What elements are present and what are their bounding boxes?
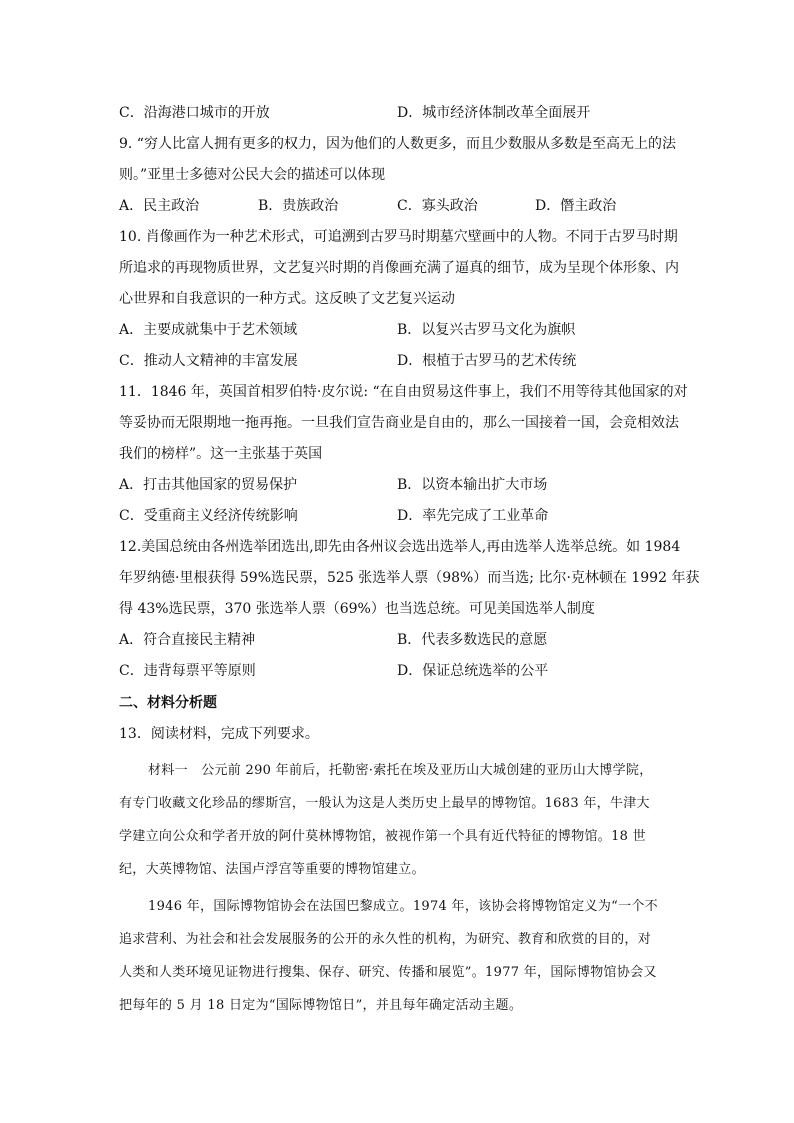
q12-option-a: A．符合直接民主精神 xyxy=(119,632,256,648)
q11-stem-line-2: 等妥协而无限期地一拖再拖。一旦我们宣告商业是自由的，那么一国接着一国，会竞相效法 xyxy=(119,415,679,431)
q10-option-a: A．主要成就集中于艺术领域 xyxy=(119,322,298,338)
q11-stem-line-1: 11．1846 年，英国首相罗伯特·皮尔说: “在自由贸易这件事上，我们不用等待其他国家的对 xyxy=(119,384,688,400)
q9-option-c: C．寡头政治 xyxy=(397,198,478,214)
q9-option-b: B．贵族政治 xyxy=(258,198,339,214)
q10-stem-line-1: 10. 肖像画作为一种艺术形式，可追溯到古罗马时期墓穴壁画中的人物。不同于古罗马时期 xyxy=(119,229,678,245)
q13-material-1-line-1: 材料一 公元前 290 年前后，托勒密·索托在埃及亚历山大城创建的亚历山大博学院， xyxy=(148,763,653,778)
q13-material-2-line-2: 追求营利、为社会和社会发展服务的公开的永久性的机构，为研究、教育和欣赏的目的，对 xyxy=(119,932,652,947)
q10-stem-line-3: 心世界和自我意识的一种方式。这反映了文艺复兴运动 xyxy=(119,291,455,307)
q12-option-d: D．保证总统选举的公平 xyxy=(397,663,549,679)
q11-option-b: B．以资本输出扩大市场 xyxy=(397,477,548,493)
q12-option-b: B．代表多数选民的意愿 xyxy=(397,632,548,648)
q13-material-2-line-4: 把每年的 5 月 18 日定为“国际博物馆日”，并且每年确定活动主题。 xyxy=(119,998,523,1013)
q8-option-c: C．沿海港口城市的开放 xyxy=(119,105,270,121)
q13-material-1-line-4: 纪，大英博物馆、法国卢浮宫等重要的博物馆建立。 xyxy=(119,862,425,877)
q11-option-a: A．打击其他国家的贸易保护 xyxy=(119,477,298,493)
q12-stem-line-3: 得 43%选民票，370 张选举人票（69%）也当选总统。可见美国选举人制度 xyxy=(119,601,595,617)
q13-material-2-line-3: 人类和人类环境见证物进行搜集、保存、研究、传播和展览”。1977 年，国际博物馆协会又 xyxy=(119,965,657,980)
q10-option-d: D．根植于古罗马的艺术传统 xyxy=(397,353,577,369)
q10-option-c: C．推动人文精神的丰富发展 xyxy=(119,353,298,369)
q9-option-a: A．民主政治 xyxy=(119,198,200,214)
q13-material-1-line-3: 学建立向公众和学者开放的阿什莫林博物馆，被视作第一个具有近代特征的博物馆。18 世 xyxy=(119,829,646,844)
q10-stem-line-2: 所追求的再现物质世界，文艺复兴时期的肖像画充满了逼真的细节，成为呈现个体形象、内 xyxy=(119,260,679,276)
q11-option-d: D．率先完成了工业革命 xyxy=(397,508,549,524)
q9-stem-line-2: 则。”亚里士多德对公民大会的描述可以体现 xyxy=(119,167,386,183)
q9-stem-line-1: 9. “穷人比富人拥有更多的权力，因为他们的人数更多，而且少数服从多数是至高无上的法 xyxy=(119,136,676,152)
q13-material-2-line-1: 1946 年，国际博物馆协会在法国巴黎成立。1974 年，该协会将博物馆定义为“一个不 xyxy=(148,899,658,914)
q11-option-c: C．受重商主义经济传统影响 xyxy=(119,508,298,524)
q11-stem-line-3: 我们的榜样”。这一主张基于英国 xyxy=(119,446,323,462)
q10-option-b: B．以复兴古罗马文化为旗帜 xyxy=(397,322,576,338)
q9-option-d: D．僭主政治 xyxy=(535,198,617,214)
q12-stem-line-2: 年罗纳德·里根获得 59%选民票，525 张选举人票（98%）而当选; 比尔·克林顿在 1992 年获 xyxy=(119,570,700,586)
q12-option-c: C．违背每票平等原则 xyxy=(119,663,256,679)
section-heading: 二、材料分析题 xyxy=(119,695,217,711)
q12-stem-line-1: 12.美国总统由各州选举团选出,即先由各州议会选出选举人,再由选举人选举总统。如 1984 xyxy=(119,539,681,555)
q13-stem: 13．阅读材料，完成下列要求。 xyxy=(119,726,319,742)
q13-material-1-line-2: 有专门收藏文化珍品的缪斯宫，一般认为这是人类历史上最早的博物馆。1683 年，牛津大 xyxy=(119,796,650,811)
q8-option-d: D．城市经济体制改革全面展开 xyxy=(397,105,591,121)
